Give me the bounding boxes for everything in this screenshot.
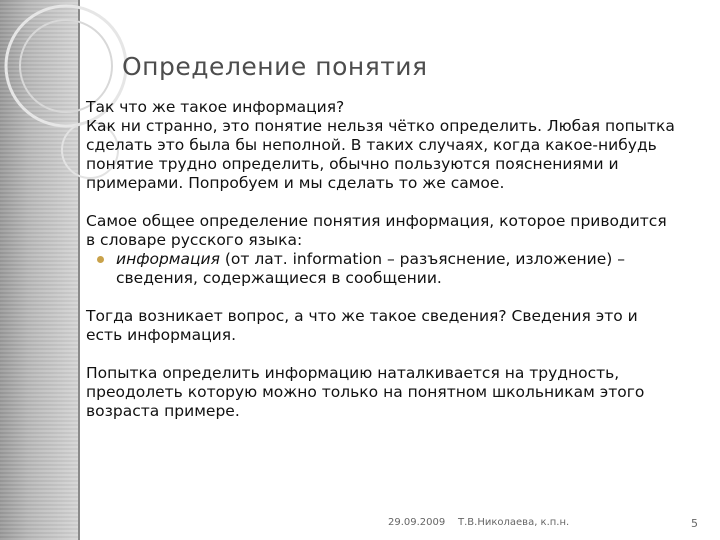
footer-author: Т.В.Николаева, к.п.н. xyxy=(458,517,570,528)
definition-bullet xyxy=(86,250,676,288)
paragraph-2: Самое общее определение понятия информация, которое приводится в словаре русского языка: xyxy=(86,212,667,249)
page-number: 5 xyxy=(691,517,698,530)
paragraph-3: Тогда возникает вопрос, а что же такое сведения? Сведения это и есть информация. xyxy=(86,307,638,344)
bullet-dot-icon xyxy=(97,256,104,263)
definition-text: (от лат. information – разъяснение, изложение) – сведения, содержащиеся в сообщении. xyxy=(116,250,626,287)
footer-date: 29.09.2009 xyxy=(388,517,446,528)
definition-term: информация xyxy=(116,250,220,268)
paragraph-4: Попытка определить информацию наталкивается на трудность, преодолеть которую можно только на понятном школьникам этого возраста примере. xyxy=(86,364,645,420)
paragraph-1: Как ни странно, это понятие нельзя чётко определить. Любая попытка сделать это была бы неполной. В таких случаях, когда какое-нибудь понятие трудно определить, обычно пользуются пояснениями и примерами. Попробуем и мы сделать то же самое. xyxy=(86,117,675,192)
slide-body xyxy=(86,98,676,421)
intro-question: Так что же такое информация? xyxy=(86,98,345,116)
slide-title: Определение понятия xyxy=(122,52,428,81)
